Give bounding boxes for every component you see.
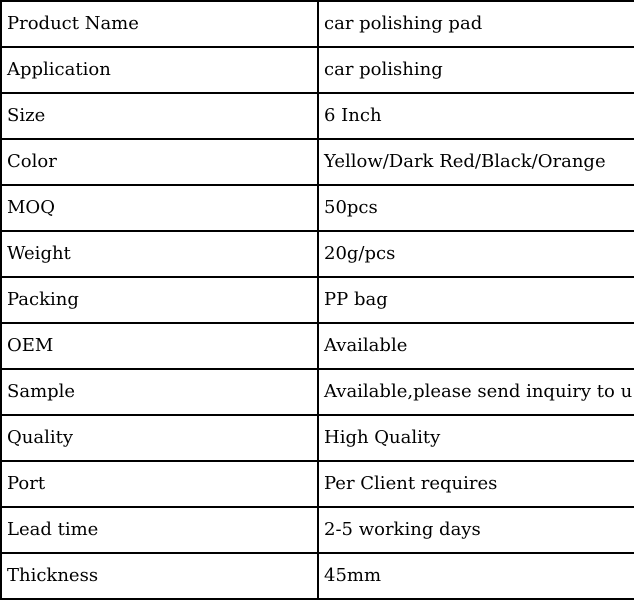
spec-value: 20g/pcs <box>318 231 634 277</box>
spec-value: 2-5 working days <box>318 507 634 553</box>
spec-label: Thickness <box>1 553 318 599</box>
table-row <box>1 507 634 553</box>
table-row <box>1 415 634 461</box>
spec-label: Quality <box>1 415 318 461</box>
table-row <box>1 553 634 599</box>
spec-label: Weight <box>1 231 318 277</box>
spec-label: Color <box>1 139 318 185</box>
spec-label: Size <box>1 93 318 139</box>
spec-value: High Quality <box>318 415 634 461</box>
spec-label: Product Name <box>1 1 318 47</box>
spec-label: Sample <box>1 369 318 415</box>
spec-value: car polishing pad <box>318 1 634 47</box>
table-row <box>1 47 634 93</box>
table-row <box>1 185 634 231</box>
spec-label: MOQ <box>1 185 318 231</box>
spec-label: Lead time <box>1 507 318 553</box>
spec-value: Available,please send inquiry to u <box>318 369 634 415</box>
spec-value: car polishing <box>318 47 634 93</box>
spec-value: Available <box>318 323 634 369</box>
table-row <box>1 231 634 277</box>
spec-value: Per Client requires <box>318 461 634 507</box>
table-row <box>1 93 634 139</box>
spec-value: 50pcs <box>318 185 634 231</box>
table-row <box>1 461 634 507</box>
spec-label: Packing <box>1 277 318 323</box>
spec-label: Application <box>1 47 318 93</box>
table-row <box>1 369 634 415</box>
spec-label: OEM <box>1 323 318 369</box>
spec-label: Port <box>1 461 318 507</box>
spec-value: 6 Inch <box>318 93 634 139</box>
table-row <box>1 1 634 47</box>
spec-value: 45mm <box>318 553 634 599</box>
table-row <box>1 277 634 323</box>
table-row <box>1 139 634 185</box>
spec-value: Yellow/Dark Red/Black/Orange <box>318 139 634 185</box>
table-row <box>1 323 634 369</box>
spec-value: PP bag <box>318 277 634 323</box>
